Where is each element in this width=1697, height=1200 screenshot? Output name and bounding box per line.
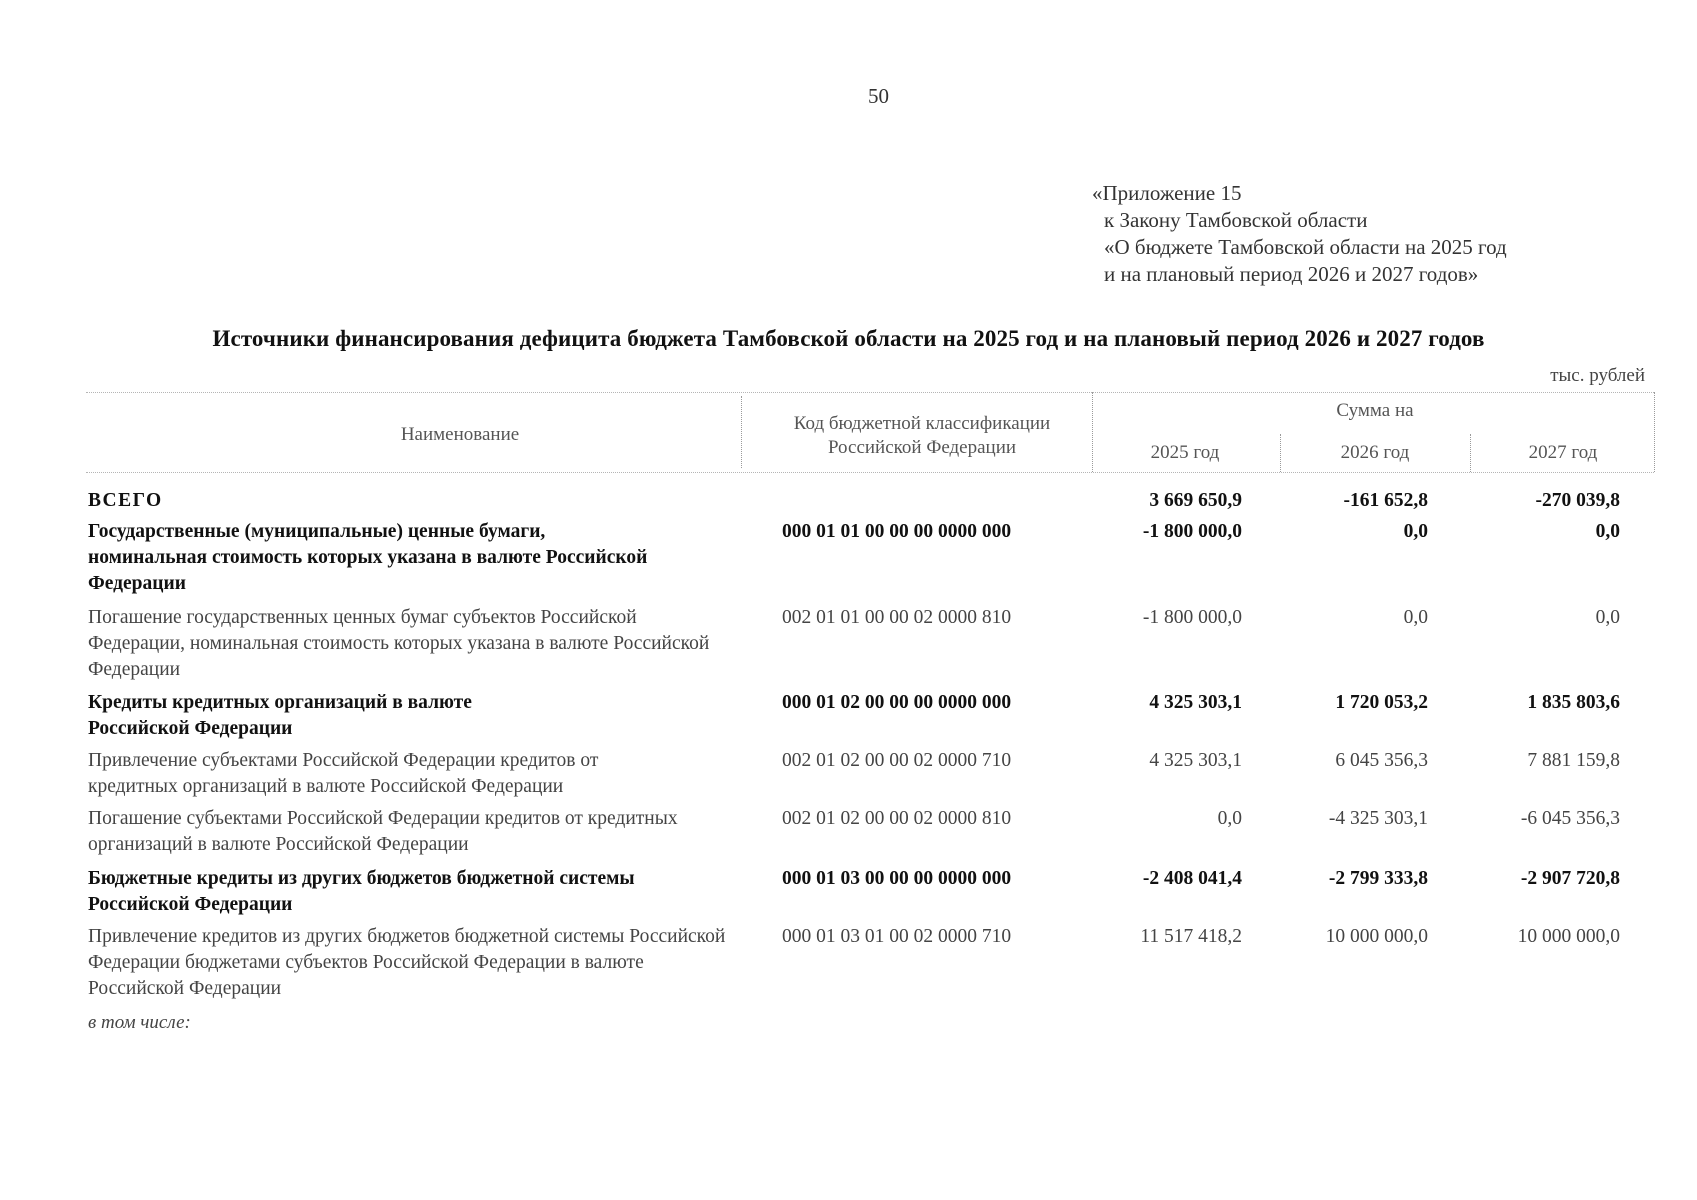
row-value-2026: 0,0: [1403, 607, 1428, 628]
row-code: 000 01 03 01 00 02 0000 710: [782, 926, 1012, 947]
column-divider: [1470, 434, 1471, 472]
row-value-2026: 1 720 053,2: [1335, 692, 1428, 713]
row-value-2027: -6 045 356,3: [1520, 808, 1620, 829]
row-value-2026: 10 000 000,0: [1325, 926, 1428, 947]
row-value-2026: 0,0: [1403, 521, 1428, 542]
row-value-2026: 6 045 356,3: [1335, 750, 1428, 771]
appendix-reference: [1092, 180, 1507, 288]
appendix-line: к Закону Тамбовской области: [1104, 208, 1368, 232]
row-code: 000 01 01 00 00 00 0000 000: [782, 521, 1012, 542]
appendix-line: «Приложение 15: [1092, 181, 1242, 205]
row-value-2025: 0,0: [1217, 808, 1242, 829]
header-bottom-rule: [86, 472, 1654, 473]
column-divider: [1654, 392, 1655, 472]
row-code: 002 01 01 00 00 02 0000 810: [782, 607, 1012, 628]
row-value-2027: -270 039,8: [1535, 490, 1620, 511]
note-including: в том числе:: [88, 1012, 191, 1033]
units-label: тыс. рублей: [1550, 365, 1645, 386]
column-divider: [1092, 392, 1093, 472]
row-value-2025: 4 325 303,1: [1149, 692, 1242, 713]
row-value-2026: -161 652,8: [1343, 490, 1428, 511]
row-code: 000 01 02 00 00 00 0000 000: [782, 692, 1012, 713]
row-code: 000 01 03 00 00 00 0000 000: [782, 868, 1012, 889]
row-value-2025: -1 800 000,0: [1142, 521, 1242, 542]
row-value-2027: 10 000 000,0: [1517, 926, 1620, 947]
document-title: Источники финансирования дефицита бюджета Тамбовской области на 2025 год и на плановый период 2026 и 2027 годов: [212, 326, 1485, 351]
row-name: Бюджетные кредиты из других бюджетов бюджетной системы Российской Федерации: [88, 868, 635, 915]
row-value-2025: 11 517 418,2: [1140, 926, 1242, 947]
column-divider: [741, 396, 742, 468]
table-header: [0, 392, 1697, 474]
appendix-line: и на плановый период 2026 и 2027 годов»: [1104, 262, 1479, 286]
row-value-2027: 7 881 159,8: [1527, 750, 1620, 771]
header-year-2026: 2026 год: [1340, 442, 1410, 463]
row-code: 002 01 02 00 00 02 0000 710: [782, 750, 1012, 771]
row-value-2027: 1 835 803,6: [1527, 692, 1620, 713]
row-name: Погашение государственных ценных бумаг субъектов Российской Федерации, номинальная стоимость которых указана в валюте Российской Федерации: [88, 607, 710, 680]
row-value-2026: -2 799 333,8: [1328, 868, 1428, 889]
row-code: 002 01 02 00 00 02 0000 810: [782, 808, 1012, 829]
row-value-2025: -1 800 000,0: [1142, 607, 1242, 628]
header-year-2027: 2027 год: [1528, 442, 1598, 463]
row-value-2025: -2 408 041,4: [1142, 868, 1242, 889]
header-top-rule: [86, 392, 1654, 393]
row-name: Погашение субъектами Российской Федерации кредитов от кредитных организаций в валюте Российской Федерации: [88, 808, 678, 855]
appendix-line: «О бюджете Тамбовской области на 2025 год: [1104, 235, 1507, 259]
row-value-2025: 3 669 650,9: [1149, 490, 1242, 511]
header-code: [752, 412, 1092, 460]
row-name: ВСЕГО: [88, 490, 163, 511]
row-name: Привлечение кредитов из других бюджетов бюджетной системы Российской Федерации бюджетами субъектов Российской Федерации в валюте Российской Федерации: [88, 926, 726, 999]
header-code-line: Код бюджетной классификации: [793, 413, 1051, 434]
row-value-2027: 0,0: [1595, 607, 1620, 628]
header-name: Наименование: [400, 424, 520, 445]
column-divider: [1280, 434, 1281, 472]
row-value-2025: 4 325 303,1: [1149, 750, 1242, 771]
page-number: 50: [868, 84, 889, 108]
row-value-2027: -2 907 720,8: [1520, 868, 1620, 889]
header-year-2025: 2025 год: [1150, 442, 1220, 463]
row-name: Привлечение субъектами Российской Федерации кредитов от кредитных организаций в валюте Российской Федерации: [88, 750, 599, 797]
row-value-2027: 0,0: [1595, 521, 1620, 542]
row-value-2026: -4 325 303,1: [1328, 808, 1428, 829]
header-sum: Сумма на: [1336, 400, 1414, 421]
header-code-line: Российской Федерации: [827, 437, 1017, 458]
row-name: Кредиты кредитных организаций в валюте Российской Федерации: [88, 692, 472, 739]
row-name: Государственные (муниципальные) ценные бумаги, номинальная стоимость которых указана в валюте Российской Федерации: [88, 521, 648, 594]
